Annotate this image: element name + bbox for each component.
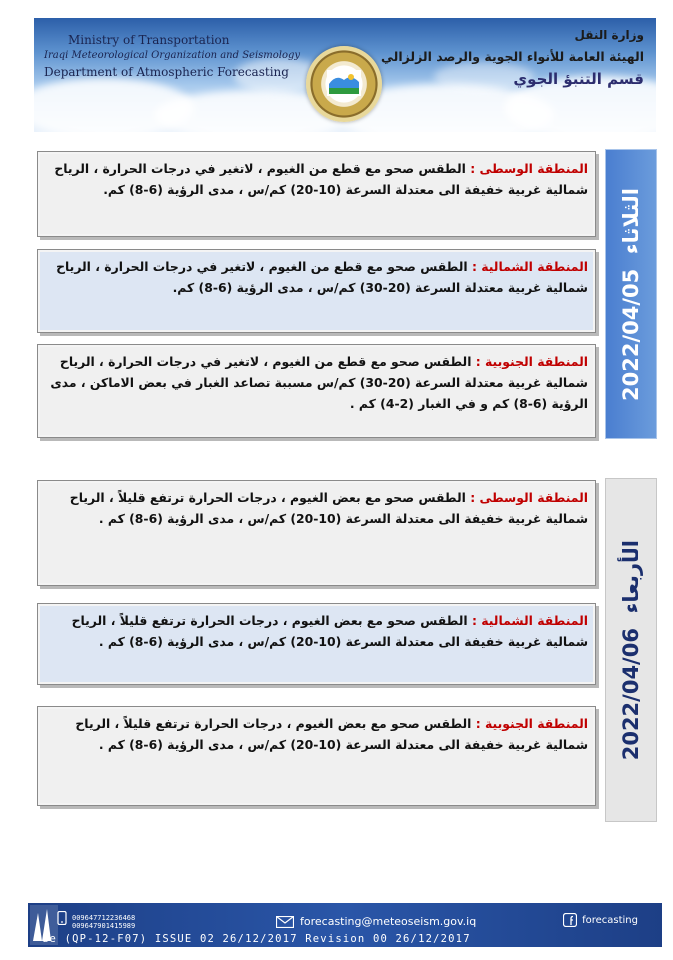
email-address[interactable]: forecasting@meteoseism.gov.iq xyxy=(300,915,477,928)
forecast-box-day2-south xyxy=(37,706,596,806)
forecast-box-day2-north xyxy=(37,603,596,685)
facebook-icon xyxy=(563,913,577,927)
forecast-box-day1-north xyxy=(37,249,596,333)
date-bar-day2 xyxy=(605,478,657,822)
header-banner xyxy=(34,18,656,132)
forecast-text: الطقس صحو مع بعض الغيوم ، درجات الحرارة ترتفع قليلاً ، الرياح شمالية غربية خفيفة الى معتدلة السرعة (10-20) كم/س ، مدى الرؤية (6-8) كم . xyxy=(75,716,588,752)
weekday-label: الثلاثاء xyxy=(619,187,643,254)
region-label: المنطقة الشمالية : xyxy=(471,259,588,274)
facebook-name[interactable]: forecasting xyxy=(582,914,638,926)
forecast-text: الطقس صحو مع قطع من الغيوم ، لاتغير في درجات الحرارة ، الرياح شمالية غربية معتدلة السرعة (20-30) كم/س ، مدى الرؤية (6-8) كم. xyxy=(56,259,588,295)
header-arabic-text xyxy=(381,24,644,90)
region-label: المنطقة الجنوبية : xyxy=(475,354,588,369)
forecast-box-day2-central xyxy=(37,480,596,586)
date-label: 2022/04/05 xyxy=(619,268,643,401)
region-label: المنطقة الوسطى : xyxy=(470,161,588,176)
header-english-text xyxy=(44,32,300,80)
phone-number: 009647712236468 xyxy=(72,914,136,922)
ministry-name-ar: وزارة النقل xyxy=(574,28,644,42)
organization-name-ar: الهيئة العامة للأنواء الجوية والرصد الزلزالي xyxy=(381,49,644,64)
forecast-text: الطقس صحو مع قطع من الغيوم ، لاتغير في درجات الحرارة ، الرياح شمالية غربية خفيفة الى معتدلة السرعة (10-20) كم/س ، مدى الرؤية (6-8) كم. xyxy=(54,161,588,197)
forecast-text: الطقس صحو مع بعض الغيوم ، درجات الحرارة ترتفع قليلاً ، الرياح شمالية غربية خفيفة الى معتدلة السرعة (10-20) كم/س ، مدى الرؤية (6-8) كم . xyxy=(71,613,588,649)
region-label: المنطقة الشمالية : xyxy=(471,613,588,628)
phone-icon xyxy=(56,911,68,925)
facebook-contact[interactable] xyxy=(563,913,638,927)
email-contact[interactable] xyxy=(276,915,476,928)
org-logo-icon xyxy=(306,46,382,122)
email-icon xyxy=(276,916,294,928)
weekday-label: الأربعاء xyxy=(619,539,643,614)
department-name: Department of Atmospheric Forecasting xyxy=(44,65,289,79)
forecast-text: الطقس صحو مع بعض الغيوم ، درجات الحرارة ترتفع قليلاً ، الرياح شمالية غربية خفيفة الى معتدلة السرعة (10-20) كم/س ، مدى الرؤية (6-8) كم . xyxy=(69,490,588,526)
footer-bar xyxy=(28,903,662,947)
forecast-box-day1-central xyxy=(37,151,596,237)
region-label: المنطقة الجنوبية : xyxy=(475,716,588,731)
phone-numbers xyxy=(72,914,135,930)
ministry-name: Ministry of Transportation xyxy=(68,33,230,47)
region-label: المنطقة الوسطى : xyxy=(470,490,588,505)
date-label: 2022/04/06 xyxy=(619,627,643,761)
document-code: de (QP-12-F07) ISSUE 02 26/12/2017 Revision 00 26/12/2017 xyxy=(42,933,471,945)
department-name-ar: قسم التنبؤ الجوي xyxy=(513,70,644,88)
date-bar-day1 xyxy=(605,149,657,439)
phone-number: 009647901415989 xyxy=(72,922,136,930)
forecast-box-day1-south xyxy=(37,344,596,438)
organization-name: Iraqi Meteorological Organization and Seismology xyxy=(44,50,301,61)
forecast-text: الطقس صحو مع قطع من الغيوم ، لاتغير في درجات الحرارة ، الرياح شمالية غربية معتدلة السرعة (20-30) كم/س مسببة تصاعد الغبار في بعض الاماكن ، مدى الرؤية (6-8) كم و في الغبار (2-4) كم . xyxy=(50,354,588,411)
